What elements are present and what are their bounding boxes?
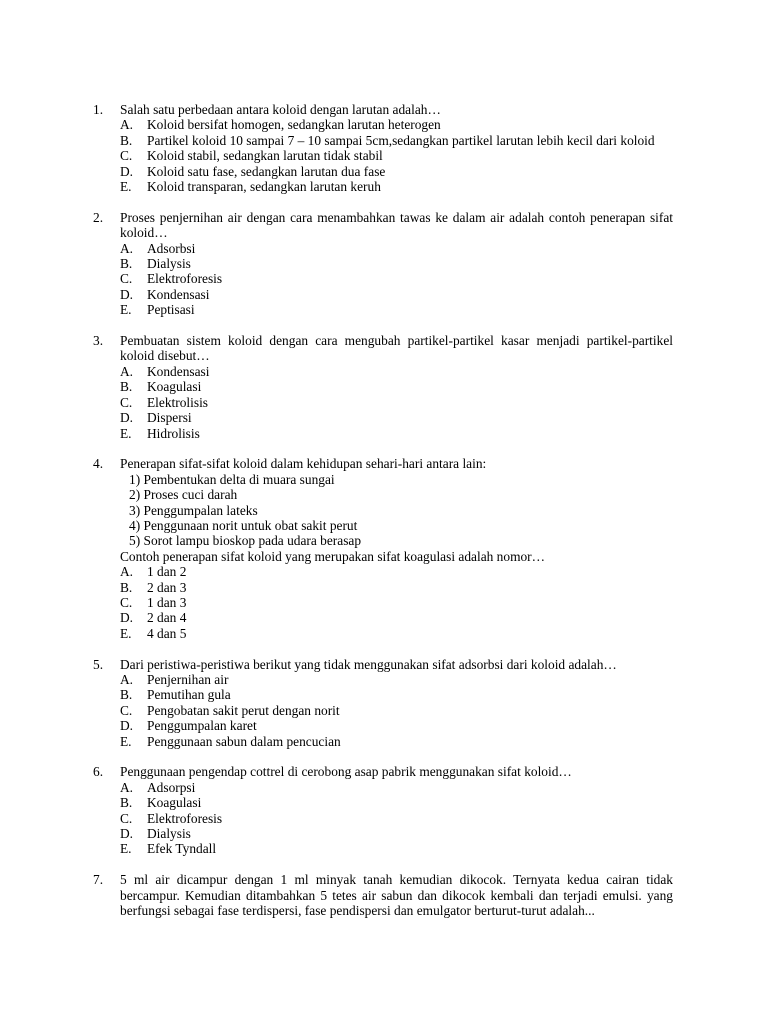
answer-option: [120, 826, 673, 841]
option-text: Adsorpsi: [147, 779, 196, 795]
option-letter: D.: [120, 718, 134, 734]
option-letter: A.: [120, 564, 134, 580]
option-text: Efek Tyndall: [147, 841, 217, 857]
answer-option: [120, 687, 673, 702]
question-row: [93, 102, 673, 194]
statement-item: 4) Penggunaan norit untuk obat sakit perut: [129, 517, 358, 533]
option-text: Elektroforesis: [147, 271, 223, 287]
answer-option: [120, 426, 673, 441]
question-text: Salah satu perbedaan antara koloid dengan larutan adalah…: [120, 102, 441, 117]
option-text: 2 dan 4: [147, 610, 187, 626]
answer-option: [120, 795, 673, 810]
question-text: Penggunaan pengendap cottrel di cerobong asap pabrik menggunakan sifat koloid…: [120, 764, 572, 780]
question-number: 3.: [93, 333, 104, 349]
option-text: Kondensasi: [147, 363, 210, 379]
answer-option: [120, 841, 673, 856]
question-3: [93, 333, 673, 441]
answer-option: [120, 117, 673, 132]
answer-option: [120, 734, 673, 749]
question-7: [93, 872, 673, 918]
question-text: Dari peristiwa-peristiwa berikut yang tidak menggunakan sifat adsorbsi dari koloid adalah…: [120, 656, 617, 672]
question-2: [93, 210, 673, 318]
option-letter: C.: [120, 810, 133, 826]
option-text: Penjernihan air: [147, 671, 229, 687]
statement-item: 5) Sorot lampu bioskop pada udara berasap: [129, 533, 362, 549]
option-text: Kondensasi: [147, 286, 210, 302]
option-text: Partikel koloid 10 sampai 7 – 10 sampai 5cm,sedangkan partikel larutan lebih kecil dari koloid: [147, 132, 655, 148]
option-text: Koagulasi: [147, 795, 202, 811]
option-text: 4 dan 5: [147, 625, 187, 641]
question-body: [120, 456, 673, 641]
question-list: [93, 102, 673, 934]
option-letter: B.: [120, 379, 133, 395]
option-letter: C.: [120, 394, 133, 410]
question-4: [93, 456, 673, 641]
question-number: 2.: [93, 209, 104, 225]
answer-option: [120, 718, 673, 733]
question-row: [93, 764, 673, 856]
option-letter: B.: [120, 687, 133, 703]
option-letter: D.: [120, 826, 134, 842]
answer-option: [120, 610, 673, 625]
question-body: [120, 657, 673, 749]
option-text: Dialysis: [147, 256, 191, 272]
statement-item: 3) Penggumpalan lateks: [129, 502, 258, 518]
answer-option: [120, 595, 673, 610]
option-text: Peptisasi: [147, 302, 195, 318]
question-text: Pembuatan sistem koloid dengan cara mengubah partikel-partikel kasar menjadi partikel-partikel koloid disebut…: [120, 333, 673, 364]
question-number: 6.: [93, 764, 104, 780]
statement-item: 1) Pembentukan delta di muara sungai: [129, 471, 335, 487]
answer-option: [120, 780, 673, 795]
option-letter: D.: [120, 286, 134, 302]
question-text: 5 ml air dicampur dengan 1 ml minyak tanah kemudian dikocok. Ternyata kedua cairan tidak bercampur. Kemudian ditambahkan 5 tetes air sabun dan dikocok kembali dan terjadi emulsi. yang berfungsi sebagai fase terdispersi, fase pendispersi dan emulgator berturut-turut adalah...: [120, 872, 673, 919]
question-follow-up: Contoh penerapan sifat koloid yang merupakan sifat koagulasi adalah nomor…: [120, 548, 546, 564]
answer-option: [120, 410, 673, 425]
option-letter: C.: [120, 594, 133, 610]
option-letter: A.: [120, 779, 134, 795]
question-text: Proses penjernihan air dengan cara menambahkan tawas ke dalam air adalah contoh penerapan sifat koloid…: [120, 209, 673, 241]
option-text: 1 dan 2: [147, 564, 187, 580]
question-row: [93, 657, 673, 749]
answer-option: [120, 287, 673, 302]
option-text: Pemutihan gula: [147, 687, 231, 703]
option-letter: D.: [120, 163, 134, 179]
answer-option: [120, 672, 673, 687]
answer-option: [120, 564, 673, 579]
option-letter: A.: [120, 240, 134, 256]
question-body: [120, 764, 673, 856]
answer-option: [120, 364, 673, 379]
option-letter: E.: [120, 425, 132, 441]
question-number: 4.: [93, 456, 104, 472]
option-text: Pengobatan sakit perut dengan norit: [147, 702, 340, 718]
option-letter: E.: [120, 179, 132, 195]
answer-option: [120, 302, 673, 317]
option-letter: E.: [120, 733, 132, 749]
answer-option: [120, 256, 673, 271]
option-letter: E.: [120, 302, 132, 318]
option-text: Elektrolisis: [147, 394, 208, 410]
option-letter: C.: [120, 148, 133, 164]
option-letter: C.: [120, 702, 133, 718]
answer-option: [120, 395, 673, 410]
answer-option: [120, 148, 673, 163]
question-row: [93, 333, 673, 441]
option-text: Koloid satu fase, sedangkan larutan dua fase: [147, 163, 386, 179]
option-text: Koagulasi: [147, 379, 202, 395]
question-row: [93, 872, 673, 918]
option-letter: D.: [120, 410, 134, 426]
answer-option: [120, 580, 673, 595]
option-letter: E.: [120, 625, 132, 641]
option-letter: E.: [120, 841, 132, 857]
question-body: [120, 872, 673, 918]
option-letter: B.: [120, 795, 133, 811]
option-text: Dispersi: [147, 410, 192, 426]
option-letter: B.: [120, 132, 133, 148]
question-number: 1.: [93, 102, 104, 117]
question-number: 5.: [93, 656, 104, 672]
option-letter: A.: [120, 363, 134, 379]
answer-option: [120, 811, 673, 826]
option-text: Penggunaan sabun dalam pencucian: [147, 733, 341, 749]
question-text: Penerapan sifat-sifat koloid dalam kehidupan sehari-hari antara lain:: [120, 456, 487, 472]
question-6: [93, 764, 673, 856]
option-text: Koloid transparan, sedangkan larutan keruh: [147, 179, 381, 195]
question-number: 7.: [93, 872, 104, 888]
option-text: Penggumpalan karet: [147, 718, 257, 734]
answer-option: [120, 626, 673, 641]
statement-item: 2) Proses cuci darah: [129, 487, 238, 503]
answer-option: [120, 703, 673, 718]
option-letter: B.: [120, 256, 133, 272]
question-5: [93, 657, 673, 749]
option-text: Adsorbsi: [147, 240, 196, 256]
answer-option: [120, 379, 673, 394]
answer-option: [120, 271, 673, 286]
option-text: Dialysis: [147, 826, 191, 842]
answer-option: [120, 241, 673, 256]
answer-option: [120, 179, 673, 194]
answer-option: [120, 133, 673, 148]
option-text: 2 dan 3: [147, 579, 187, 595]
question-row: [93, 456, 673, 641]
option-letter: D.: [120, 610, 134, 626]
option-text: Koloid bersifat homogen, sedangkan larutan heterogen: [147, 117, 441, 133]
question-body: [120, 102, 673, 194]
option-letter: A.: [120, 671, 134, 687]
question-1: [93, 102, 673, 194]
option-text: Koloid stabil, sedangkan larutan tidak stabil: [147, 148, 383, 164]
option-letter: A.: [120, 117, 134, 133]
option-text: Elektroforesis: [147, 810, 223, 826]
question-row: [93, 210, 673, 318]
question-body: [120, 333, 673, 441]
answer-option: [120, 164, 673, 179]
option-letter: C.: [120, 271, 133, 287]
option-text: Hidrolisis: [147, 425, 200, 441]
question-body: [120, 210, 673, 318]
option-letter: B.: [120, 579, 133, 595]
option-text: 1 dan 3: [147, 594, 187, 610]
